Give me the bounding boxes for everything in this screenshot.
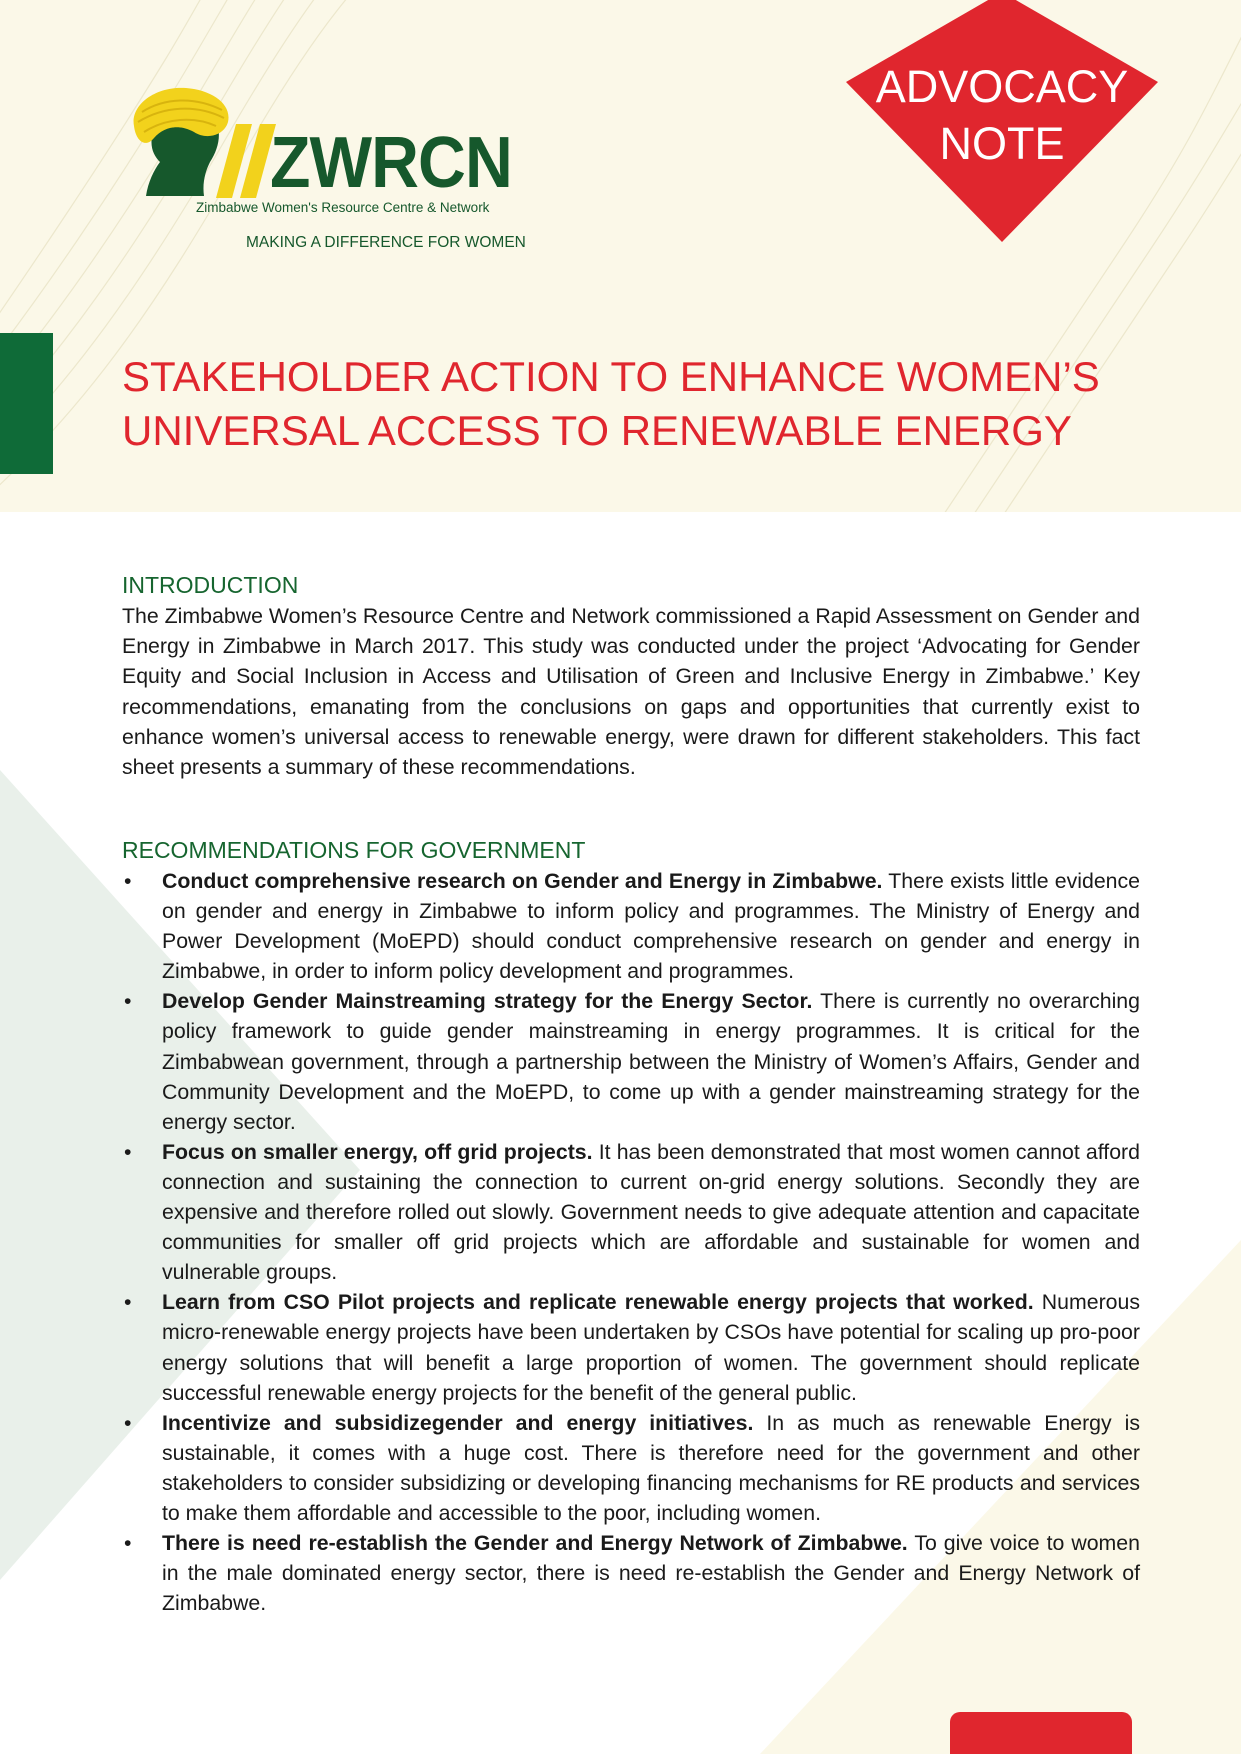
recommendation-title: Develop Gender Mainstreaming strategy for the Energy Sector.: [162, 989, 813, 1014]
red-footer-tab: [950, 1712, 1132, 1754]
logo-subtitle: Zimbabwe Women's Resource Centre & Network: [196, 200, 490, 215]
introduction-heading: INTRODUCTION: [122, 572, 299, 598]
list-item: [122, 1408, 1140, 1528]
recommendation-title: Incentivize and subsidizegender and energy initiatives.: [162, 1410, 754, 1435]
logo-wordmark: ZWRCN: [270, 123, 512, 203]
recommendation-text: To give voice to women in the male dominated energy sector, there is need re-establish the Gender and Energy Network of Zimbabwe.: [162, 1531, 1140, 1616]
bullet-marker: •: [124, 1139, 132, 1164]
bullet-marker: •: [124, 989, 132, 1014]
recommendation-text: In as much as renewable Energy is sustainable, it comes with a huge cost. There is therefore need for the government and other stakeholders to consider subsidizing or developing financing mechanisms for RE products and services to make them affordable and accessible to the poor, including women.: [162, 1410, 1140, 1525]
logo-tagline: MAKING A DIFFERENCE FOR WOMEN: [246, 234, 526, 251]
bullet-marker: •: [124, 1290, 132, 1315]
advocacy-badge-text: [842, 58, 1162, 172]
recommendation-title: Focus on smaller energy, off grid projects.: [162, 1139, 593, 1164]
bullet-marker: •: [124, 1410, 132, 1435]
recommendation-text: It has been demonstrated that most women cannot afford connection and sustaining the connection to current on-grid energy solutions. Secondly they are expensive and therefore rolled out slowly. Government needs to give adequate attention and capacitate communities for smaller off grid projects which are affordable and sustainable for women and vulnerable groups.: [162, 1139, 1140, 1285]
recommendations-list: [122, 866, 1140, 1618]
recommendation-title: There is need re-establish the Gender and Energy Network of Zimbabwe.: [162, 1531, 908, 1556]
recommendation-text: Numerous micro-renewable energy projects have been undertaken by CSOs have potential for scaling up pro-poor energy solutions that will benefit a large proportion of women. The government should replicate successful renewable energy projects for the benefit of the general public.: [162, 1290, 1141, 1405]
list-item: [122, 866, 1140, 986]
green-side-tab: [0, 333, 53, 474]
recommendations-heading: RECOMMENDATIONS FOR GOVERNMENT: [122, 837, 586, 863]
list-item: [122, 986, 1140, 1136]
recommendation-text: There exists little evidence on gender and energy in Zimbabwe to inform policy and programmes. The Ministry of Energy and Power Development (MoEPD) should conduct comprehensive research on gender and energy in Zimbabwe, in order to inform policy development and programmes.: [162, 869, 1140, 984]
recommendation-title: Learn from CSO Pilot projects and replicate renewable energy projects that worked.: [162, 1290, 1034, 1315]
title-line1: STAKEHOLDER ACTION TO ENHANCE WOMEN’S: [122, 353, 1100, 400]
list-item: [122, 1287, 1140, 1407]
bullet-marker: •: [124, 869, 132, 893]
list-item: [122, 1137, 1140, 1287]
badge-line2: NOTE: [939, 118, 1065, 169]
title-line2: UNIVERSAL ACCESS TO RENEWABLE ENERGY: [122, 407, 1072, 454]
list-item: [122, 1528, 1140, 1618]
introduction-paragraph: The Zimbabwe Women’s Resource Centre and Network commissioned a Rapid Assessment on Gender and Energy in Zimbabwe in March 2017. This study was conducted under the project ‘Advocating for Gender Equity and Social Inclusion in Access and Utilisation of Green and Inclusive Energy in Zimbabwe.’ Key recommendations, emanating from the conclusions on gaps and opportunities that currently exist to enhance women’s universal access to renewable energy, were drawn for different stakeholders. This fact sheet presents a summary of these recommendations.: [122, 604, 1140, 780]
recommendation-text: There is currently no overarching policy framework to guide gender mainstreaming in energy programmes. It is critical for the Zimbabwean government, through a partnership between the Ministry of Women’s Affairs, Gender and Community Development and the MoEPD, to come up with a gender mainstreaming strategy for the energy sector.: [162, 989, 1140, 1134]
bullet-marker: •: [124, 1531, 132, 1556]
badge-line1: ADVOCACY: [875, 61, 1129, 112]
recommendation-title: Conduct comprehensive research on Gender and Energy in Zimbabwe.: [162, 869, 883, 893]
page-title: [122, 350, 1182, 458]
